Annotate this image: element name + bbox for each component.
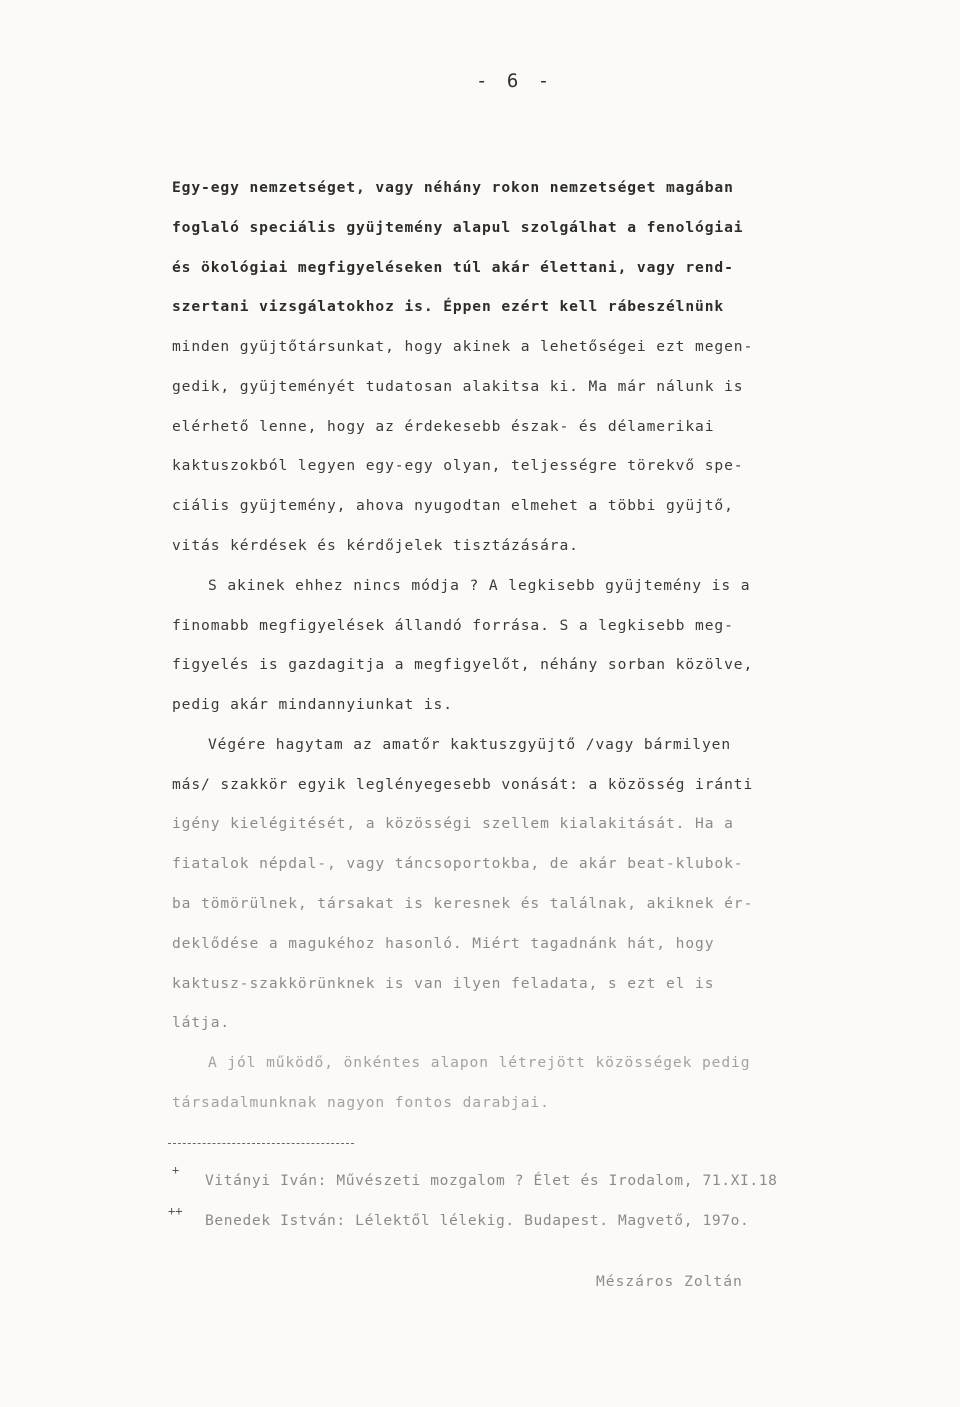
body-line: minden gyüjtőtársunkat, hogy akinek a lehetőségei ezt megen- [172, 338, 754, 355]
body-line: kaktuszokból legyen egy-egy olyan, teljességre törekvő spe- [172, 457, 744, 474]
body-line: pedig akár mindannyiunkat is. [172, 696, 453, 713]
body-line: és ökológiai megfigyeléseken túl akár élettani, vagy rend- [172, 259, 734, 276]
body-line: más/ szakkör egyik leglényegesebb vonását: a közösség iránti [172, 776, 754, 793]
body-line: igény kielégitését, a közösségi szellem kialakitását. Ha a [172, 815, 734, 832]
page-number: - 6 - [476, 70, 554, 92]
author-signature: Mészáros Zoltán [596, 1273, 743, 1290]
body-line: Végére hagytam az amatőr kaktuszgyüjtő /vagy bármilyen [208, 736, 732, 753]
body-line: ciális gyüjtemény, ahova nyugodtan elmehet a többi gyüjtő, [172, 497, 734, 514]
body-line: gedik, gyüjteményét tudatosan alakitsa ki. Ma már nálunk is [172, 378, 744, 395]
body-line: látja. [172, 1014, 231, 1031]
footnote-mark: ++ [168, 1204, 183, 1218]
body-line: fiatalok népdal-, vagy táncsoportokba, de akár beat-klubok- [172, 855, 744, 872]
body-line: figyelés is gazdagitja a megfigyelőt, néhány sorban közölve, [172, 656, 754, 673]
body-line: elérhető lenne, hogy az érdekesebb észak- és délamerikai [172, 418, 715, 435]
body-line: ba tömörülnek, társakat is keresnek és találnak, akiknek ér- [172, 895, 754, 912]
body-line: S akinek ehhez nincs módja ? A legkisebb gyüjtemény is a [208, 577, 751, 594]
body-line: Egy-egy nemzetséget, vagy néhány rokon nemzetséget magában [172, 179, 734, 196]
body-line: foglaló speciális gyüjtemény alapul szolgálhat a fenológiai [172, 219, 744, 236]
footnote-separator [168, 1143, 354, 1144]
body-line: szertani vizsgálatokhoz is. Éppen ezért kell rábeszélnünk [172, 298, 725, 315]
body-line: deklődése a magukéhoz hasonló. Miért tagadnánk hát, hogy [172, 935, 715, 952]
body-line: vitás kérdések és kérdőjelek tisztázására. [172, 537, 579, 554]
footnote-text: Benedek István: Lélektől lélekig. Budapest. Magvető, 197o. [205, 1212, 750, 1229]
body-line: A jól működő, önkéntes alapon létrejött közösségek pedig [208, 1054, 751, 1071]
body-line: kaktusz-szakkörünknek is van ilyen feladata, s ezt el is [172, 975, 715, 992]
body-line: társadalmunknak nagyon fontos darabjai. [172, 1094, 550, 1111]
body-line: finomabb megfigyelések állandó forrása. S a legkisebb meg- [172, 617, 734, 634]
footnote-mark: + [172, 1163, 180, 1177]
footnote-text: Vitányi Iván: Művészeti mozgalom ? Élet és Irodalom, 71.XI.18 [205, 1172, 778, 1189]
